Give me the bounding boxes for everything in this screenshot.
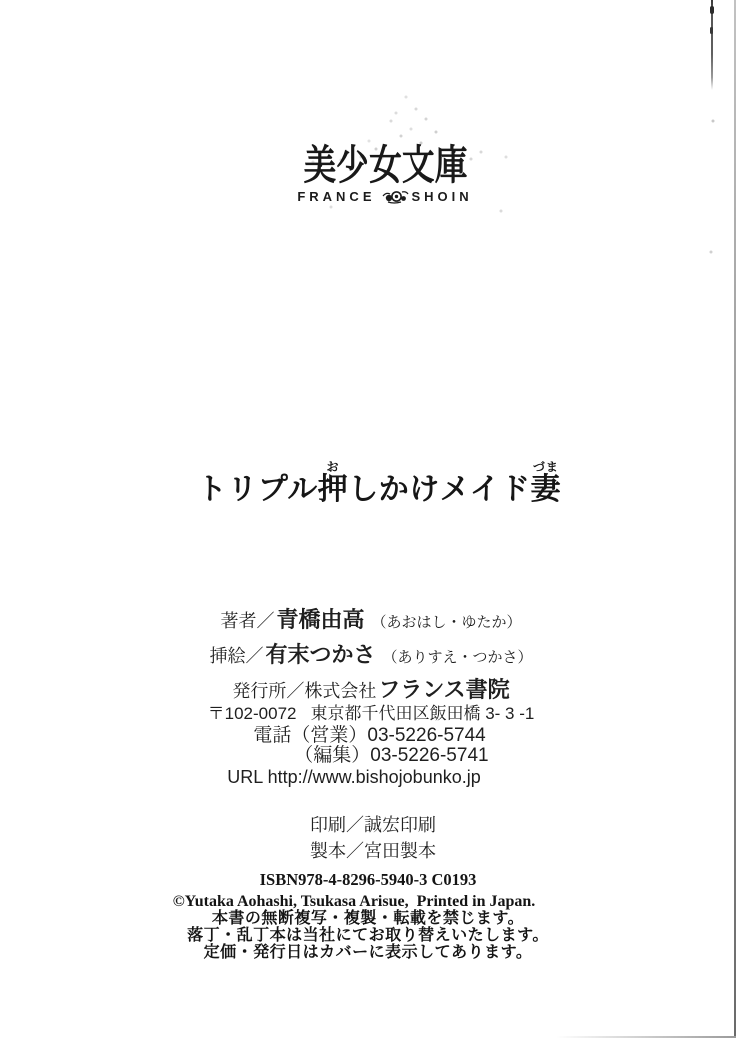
rose-ornament-icon bbox=[380, 188, 410, 204]
illustrator-line bbox=[3, 639, 736, 674]
publisher-label: 発行所／ bbox=[232, 681, 305, 701]
production-block bbox=[5, 812, 736, 864]
street-address: 東京都千代田区飯田橋 3- 3 -1 bbox=[310, 704, 535, 723]
phone-sales-line: 電話（営業）03-5226-5744 bbox=[253, 725, 486, 746]
title-seg-3: しかけメイド bbox=[348, 473, 531, 506]
binder-line: 製本／宮田製本 bbox=[310, 841, 436, 861]
author-line bbox=[3, 604, 736, 639]
author-label: 著者／ bbox=[220, 611, 275, 631]
isbn-line: ISBN978-4-8296-5940-3 C0193 bbox=[259, 870, 477, 889]
scan-scratch-line bbox=[711, 0, 713, 90]
illustrator-label: 挿絵／ bbox=[209, 646, 264, 666]
postal-code: 〒102-0072 bbox=[207, 704, 297, 723]
logo-latin-left: FRANCE bbox=[297, 188, 376, 204]
notice-reproduction: 本書の無断複写・複製・転載を禁じます。 bbox=[211, 910, 525, 927]
scan-noise-speckles bbox=[0, 0, 2, 2]
logo-kanji-text: 美少女文庫 bbox=[303, 142, 467, 188]
credits-block bbox=[3, 604, 736, 707]
legal-block bbox=[0, 870, 736, 961]
postal-address-line bbox=[3, 702, 736, 726]
website-url: URL http://www.bishojobunko.jp bbox=[227, 767, 481, 787]
book-title-block bbox=[11, 460, 736, 506]
notice-price-on-cover: 定価・発行日はカバーに表示してあります。 bbox=[203, 944, 533, 961]
printer-line: 印刷／誠宏印刷 bbox=[310, 815, 436, 835]
logo-latin-right: SHOIN bbox=[411, 188, 473, 204]
notice-defective-copies: 落丁・乱丁本は当社にてお取り替えいたします。 bbox=[187, 927, 549, 944]
publisher-company: 株式会社 bbox=[304, 681, 377, 701]
contact-block bbox=[3, 702, 736, 788]
illustrator-reading: （ありすえ・つかさ） bbox=[382, 649, 533, 666]
author-name: 青橋由高 bbox=[276, 607, 365, 632]
title-ruby-oshi bbox=[317, 460, 349, 506]
copyright-line: ©Yutaka Aohashi, Tsukasa Arisue, Printed in Japan. bbox=[172, 893, 536, 910]
publisher-name: フランス書院 bbox=[378, 677, 510, 702]
illustrator-name: 有末つかさ bbox=[265, 642, 376, 667]
title-furigana-zuma: づま bbox=[530, 460, 562, 474]
title-seg-4: 妻 bbox=[530, 473, 562, 506]
phone-editorial-line: （編集）03-5226-5741 bbox=[294, 745, 489, 766]
publisher-logo bbox=[17, 144, 736, 204]
author-reading: （あおはし・ゆたか） bbox=[371, 614, 522, 631]
title-furigana-o: お bbox=[317, 460, 349, 474]
title-seg-1: トリプル bbox=[196, 473, 318, 506]
title-seg-2: 押 bbox=[317, 473, 349, 506]
logo-latin-row bbox=[17, 188, 736, 204]
book-title bbox=[11, 460, 736, 506]
phone-lines bbox=[253, 726, 488, 766]
title-ruby-zuma bbox=[530, 460, 562, 506]
